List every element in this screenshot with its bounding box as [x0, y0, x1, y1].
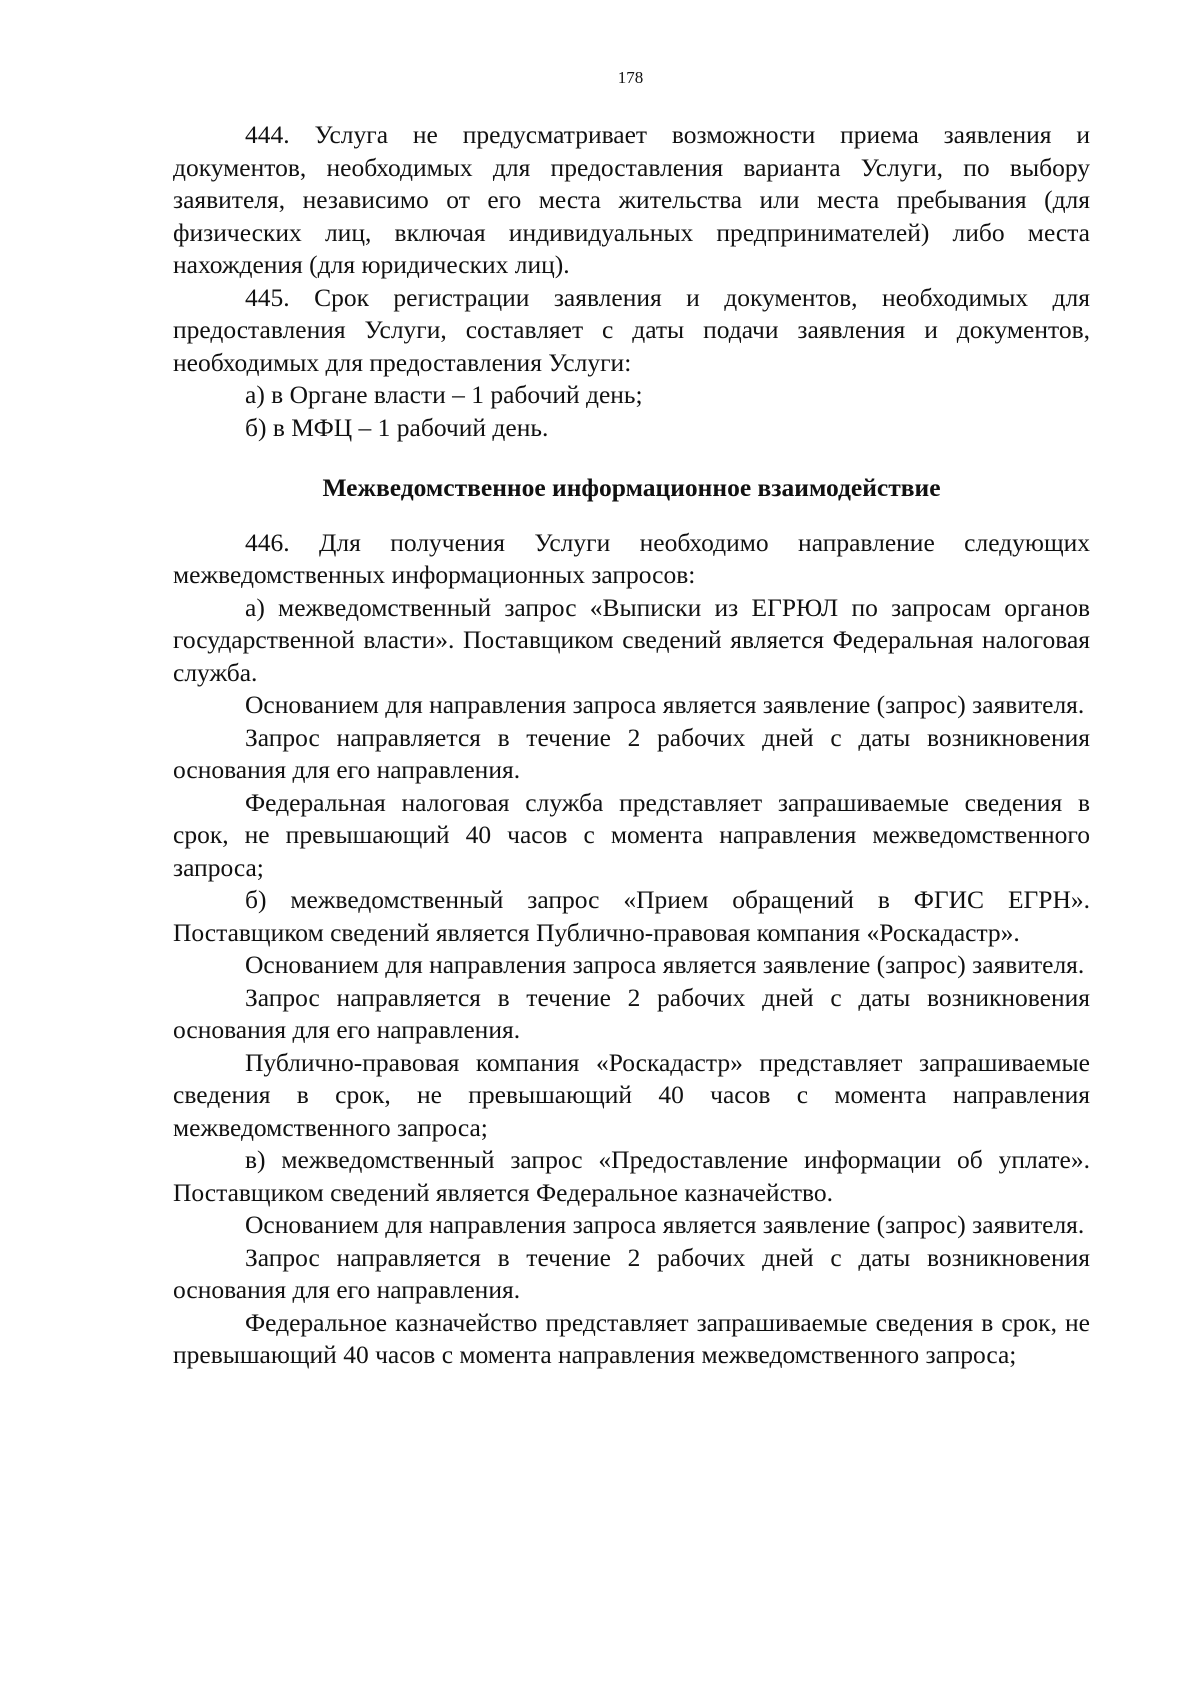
- paragraph-446-a-basis: Основанием для направления запроса является заявление (запрос) заявителя.: [245, 690, 1085, 719]
- page-number: 178: [617, 68, 644, 87]
- paragraph-446-b: б) межведомственный запрос «Прием обращений в ФГИС ЕГРН». Поставщиком сведений является Публично-правовая компания «Роскадастр».: [173, 885, 1090, 947]
- paragraph-446-a-response: Федеральная налоговая служба представляет запрашиваемые сведения в срок, не превышающий 40 часов с момента направления межведомственного запроса;: [173, 787, 1090, 882]
- paragraph-446-b-response: Публично-правовая компания «Роскадастр» представляет запрашиваемые сведения в срок, не превышающий 40 часов с момента направления межведомственного запроса;: [173, 1047, 1090, 1142]
- document-body: [173, 119, 1090, 1372]
- paragraph-446-b-timing: Запрос направляется в течение 2 рабочих дней с даты возникновения основания для его направления.: [173, 982, 1090, 1044]
- paragraph-446-a-timing: Запрос направляется в течение 2 рабочих дней с даты возникновения основания для его направления.: [173, 722, 1090, 784]
- paragraph-446-c-timing: Запрос направляется в течение 2 рабочих дней с даты возникновения основания для его направления.: [173, 1242, 1090, 1304]
- paragraph-446-c-response: Федеральное казначейство представляет запрашиваемые сведения в срок, не превышающий 40 часов с момента направления межведомственного запроса;: [173, 1307, 1090, 1369]
- paragraph-446-c: в) межведомственный запрос «Предоставление информации об уплате». Поставщиком сведений является Федеральное казначейство.: [173, 1145, 1090, 1207]
- paragraph-446-b-basis: Основанием для направления запроса является заявление (запрос) заявителя.: [245, 950, 1085, 979]
- section-heading: Межведомственное информационное взаимодействие: [322, 473, 941, 502]
- paragraph-445-b: б) в МФЦ – 1 рабочий день.: [245, 412, 549, 442]
- paragraph-445: 445. Срок регистрации заявления и документов, необходимых для предоставления Услуги, составляет с даты подачи заявления и документов, необходимых для предоставления Услуги:: [173, 282, 1090, 377]
- paragraph-444: 444. Услуга не предусматривает возможности приема заявления и документов, необходимых для предоставления варианта Услуги, по выбору заявителя, независимо от его места жительства или места пребывания (для физических лиц, включая индивидуальных предпринимателей) либо места нахождения (для юридических лиц).: [173, 120, 1090, 279]
- paragraph-446-c-basis: Основанием для направления запроса является заявление (запрос) заявителя.: [245, 1210, 1085, 1239]
- paragraph-446-a: а) межведомственный запрос «Выписки из ЕГРЮЛ по запросам органов государственной власти». Поставщиком сведений является Федеральная налоговая служба.: [173, 592, 1090, 687]
- paragraph-446: 446. Для получения Услуги необходимо направление следующих межведомственных информационных запросов:: [173, 527, 1090, 589]
- paragraph-445-a: а) в Органе власти – 1 рабочий день;: [245, 380, 643, 409]
